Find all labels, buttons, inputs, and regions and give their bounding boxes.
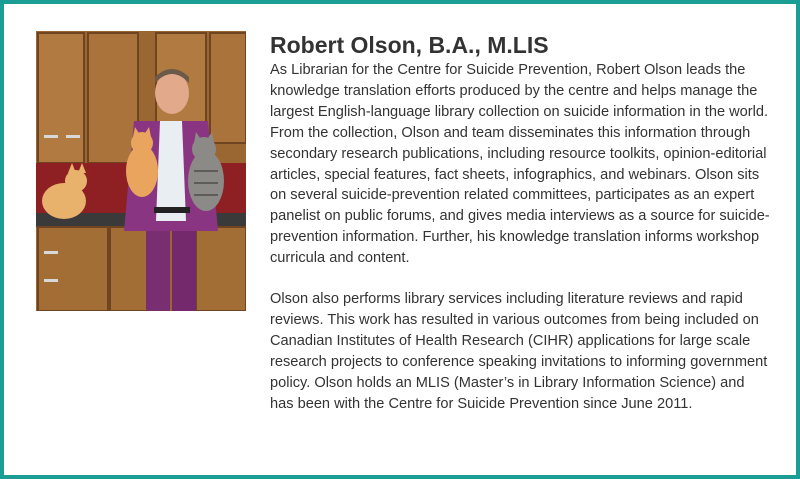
bio-paragraph-2: Olson also performs library services including literature reviews and rapid reviews. This work has resulted in various outcomes from being included on Canadian Institutes of Health Research (CIHR) applications for large scale research projects to conference speaking invitations to informing government policy. Olson holds an MLIS (Master’s in Library Information Science) and has been with the Centre for Suicide Prevention since June 2011.	[270, 291, 768, 412]
bio-paragraph-1: As Librarian for the Centre for Suicide Prevention, Robert Olson leads the knowledge translation efforts produced by the centre and helps manage the largest English-language library collection on suicide information in the world. From the collection, Olson and team disseminates this information through secondary research publications, including resource toolkits, opinion-editorial articles, special features, fact sheets, infographics, and webinars. Olson sits on several suicide-prevention related committees, participates as an expert panelist on public forums, and gives media interviews as a source for suicide-prevention information. Further, his knowledge translation informs workshop curricula and content.	[270, 62, 770, 267]
profile-photo	[36, 31, 246, 311]
profile-content	[270, 30, 770, 415]
profile-name: Robert Olson, B.A., M.LIS	[270, 32, 549, 58]
profile-photo-illustration	[36, 31, 246, 311]
